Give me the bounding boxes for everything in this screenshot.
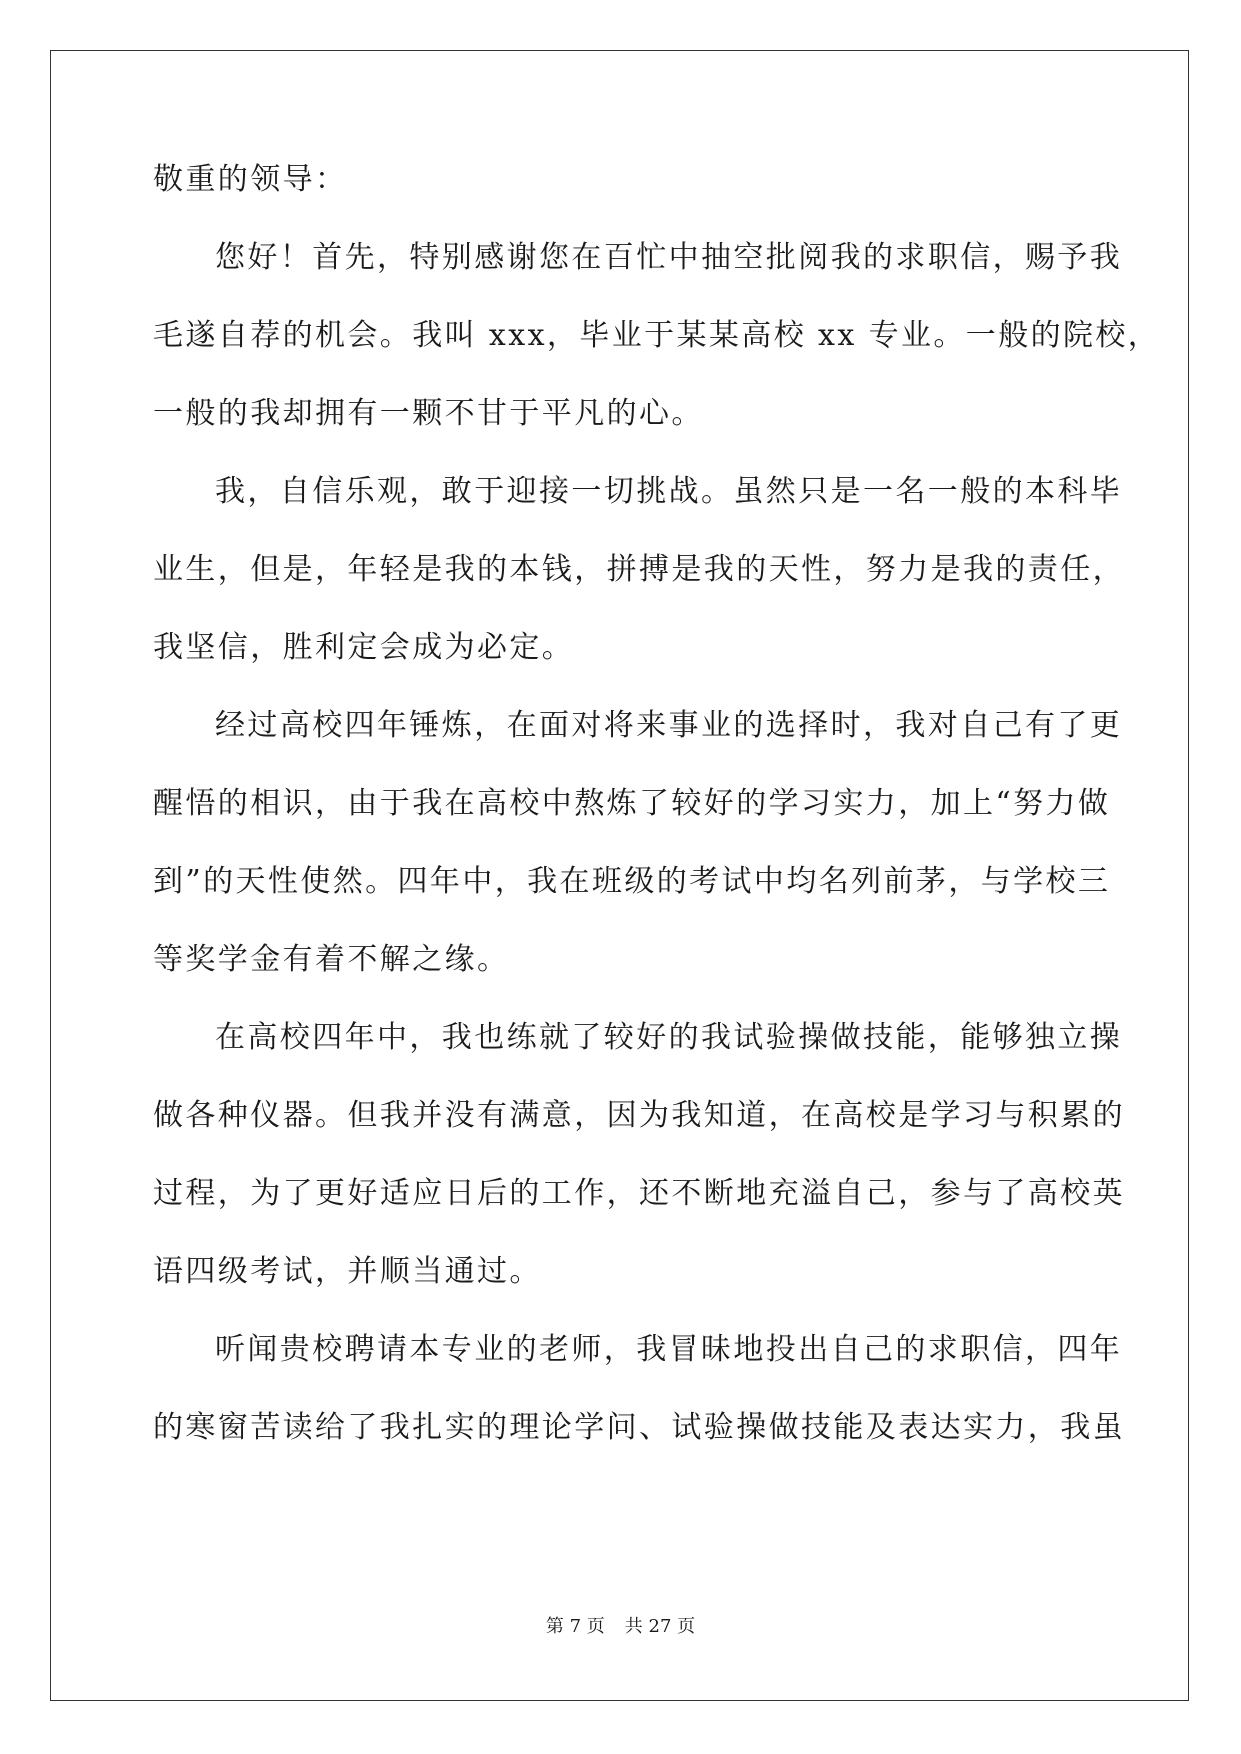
text-line: 毛遂自荐的机会。我叫 xxx，毕业于某某高校 xx 专业。一般的院校， [153,318,1161,353]
text-line: 听闻贵校聘请本专业的老师，我冒昧地投出自己的求职信，四年 [215,1332,1123,1367]
text-line: 语四级考试，并顺当通过。 [153,1254,542,1289]
text-line: 到”的天性使然。四年中，我在班级的考试中均名列前茅，与学校三 [153,864,1111,899]
current-page-label: 第 7 页 [545,1616,605,1637]
text-line: 的寒窗苦读给了我扎实的理论学问、试验操做技能及表达实力，我虽 [153,1410,1125,1445]
text-line: 经过高校四年锤炼，在面对将来事业的选择时，我对自己有了更 [215,708,1123,743]
text-line: 在高校四年中，我也练就了较好的我试验操做技能，能够独立操 [215,1020,1123,1055]
letter-body [153,160,1161,1486]
text-line: 醒悟的相识，由于我在高校中熬炼了较好的学习实力，加上“努力做 [153,786,1111,821]
page-footer [0,1615,1241,1639]
text-line: 一般的我却拥有一颗不甘于平凡的心。 [153,396,704,431]
text-line: 您好！首先，特别感谢您在百忙中抽空批阅我的求职信，赐予我 [215,240,1123,275]
text-line: 敬重的领导： [153,162,348,197]
text-line: 做各种仪器。但我并没有满意，因为我知道，在高校是学习与积累的 [153,1098,1125,1133]
text-line: 等奖学金有着不解之缘。 [153,942,510,977]
text-line: 业生，但是，年轻是我的本钱，拼搏是我的天性，努力是我的责任， [153,552,1125,587]
total-pages-label: 共 27 页 [624,1616,696,1637]
text-line: 过程，为了更好适应日后的工作，还不断地充溢自己，参与了高校英 [153,1176,1125,1211]
text-line: 我坚信，胜利定会成为必定。 [153,630,575,665]
text-line: 我，自信乐观，敢于迎接一切挑战。虽然只是一名一般的本科毕 [215,474,1123,509]
